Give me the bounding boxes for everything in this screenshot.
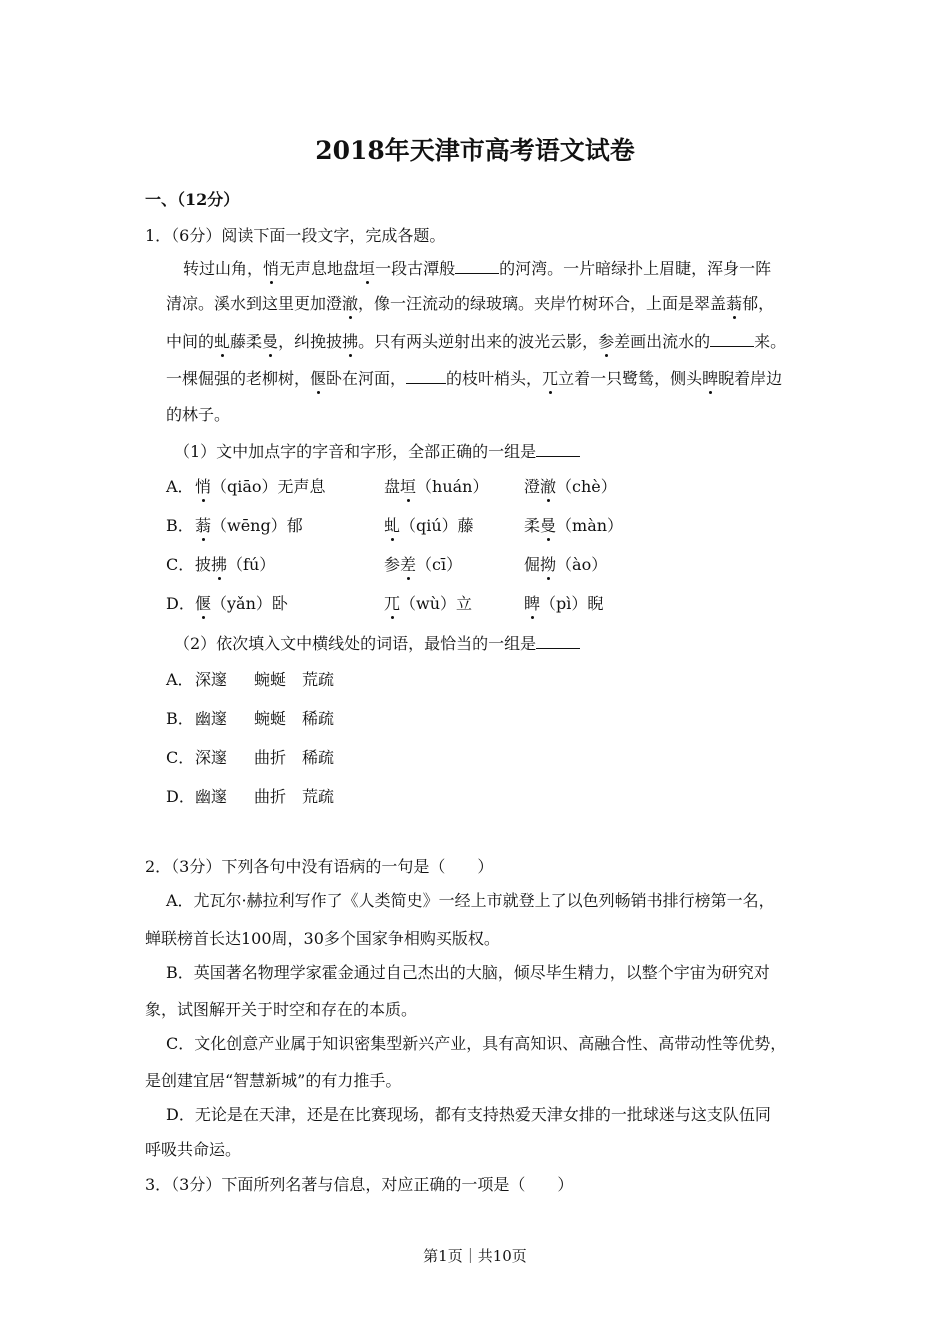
question-2-stem: 2．（3分）下列各句中没有语病的一句是（ ） (145, 857, 494, 876)
sub1-option-c[interactable]: C． 披拂（fú） 参差（cī） 倔拗（ào） (166, 555, 608, 574)
question-1-stem: 1．（6分）阅读下面一段文字，完成各题。 (145, 226, 446, 245)
fill-blank-1[interactable] (455, 258, 499, 274)
question-2-option-d-cont: 呼吸共命运。 (145, 1140, 242, 1159)
sub2-option-c[interactable]: C． 深邃 曲折 稀疏 (166, 748, 335, 767)
sub1-option-b[interactable]: B． 蓊（wēng）郁 虬（qiú）藤 柔曼（màn） (166, 516, 624, 535)
question-2-option-c-cont: 是创建宜居“智慧新城”的有力推手。 (145, 1071, 402, 1090)
sub1-option-a[interactable]: A． 悄（qiāo）无声息 盘垣（huán） 澄澈（chè） (166, 477, 617, 496)
section-heading: 一、（12分） (145, 190, 240, 209)
passage-line-3: 中间的虬藤柔曼，纠挽披拂。只有两头逆射出来的波光云影，参差画出流水的 来。 (166, 332, 787, 351)
question-2-option-d[interactable]: D．无论是在天津，还是在比赛现场，都有支持热爱天津女排的一批球迷与这支队伍同 (166, 1105, 771, 1124)
sub2-option-a[interactable]: A． 深邃 蜿蜒 荒疏 (166, 670, 335, 689)
answer-blank-sub1[interactable] (536, 441, 580, 457)
sub2-option-d[interactable]: D． 幽邃 曲折 荒疏 (166, 787, 335, 806)
sub1-option-d[interactable]: D． 偃（yǎn）卧 兀（wù）立 睥（pì）睨 (166, 594, 604, 613)
question-2-option-c[interactable]: C．文化创意产业属于知识密集型新兴产业，具有高知识、高融合性、高带动性等优势， (166, 1034, 787, 1053)
passage-line-4: 一棵倔强的老柳树，偃卧在河面， 的枝叶梢头，兀立着一只鹭鸶，侧头睥睨着岸边 (166, 369, 783, 388)
question-2-option-a-cont: 蝉联榜首长达100周，30多个国家争相购买版权。 (145, 929, 500, 948)
fill-blank-3[interactable] (406, 368, 446, 384)
sub-question-1: （1）文中加点字的字音和字形，全部正确的一组是 (174, 441, 580, 462)
fill-blank-2[interactable] (710, 331, 754, 347)
sub-question-2: （2）依次填入文中横线处的词语，最恰当的一组是 (174, 633, 580, 654)
question-2-option-b-cont: 象，试图解开关于时空和存在的本质。 (145, 1000, 418, 1019)
question-2-option-a[interactable]: A．尤瓦尔·赫拉利写作了《人类简史》一经上市就登上了以色列畅销书排行榜第一名， (166, 891, 775, 910)
question-2-option-b[interactable]: B．英国著名物理学家霍金通过自己杰出的大脑，倾尽毕生精力，以整个宇宙为研究对 (166, 963, 770, 982)
passage-line-5: 的林子。 (166, 405, 231, 424)
answer-blank-sub2[interactable] (536, 633, 580, 649)
passage-line-2: 清凉。溪水到这里更加澄澈，像一汪流动的绿玻璃。夹岸竹树环合，上面是翠盖蓊郁， (166, 294, 775, 313)
page-footer: 第1页｜共10页 (423, 1247, 527, 1265)
exam-title: 2018年天津市高考语文试卷 (315, 136, 635, 165)
passage-line-1: 转过山角，悄无声息地盘垣一段古潭般 的河湾。一片暗绿扑上眉睫，浑身一阵 (183, 259, 772, 278)
question-3-stem: 3．（3分）下面所列名著与信息，对应正确的一项是（ ） (145, 1175, 574, 1194)
sub2-option-b[interactable]: B． 幽邃 蜿蜒 稀疏 (166, 709, 335, 728)
